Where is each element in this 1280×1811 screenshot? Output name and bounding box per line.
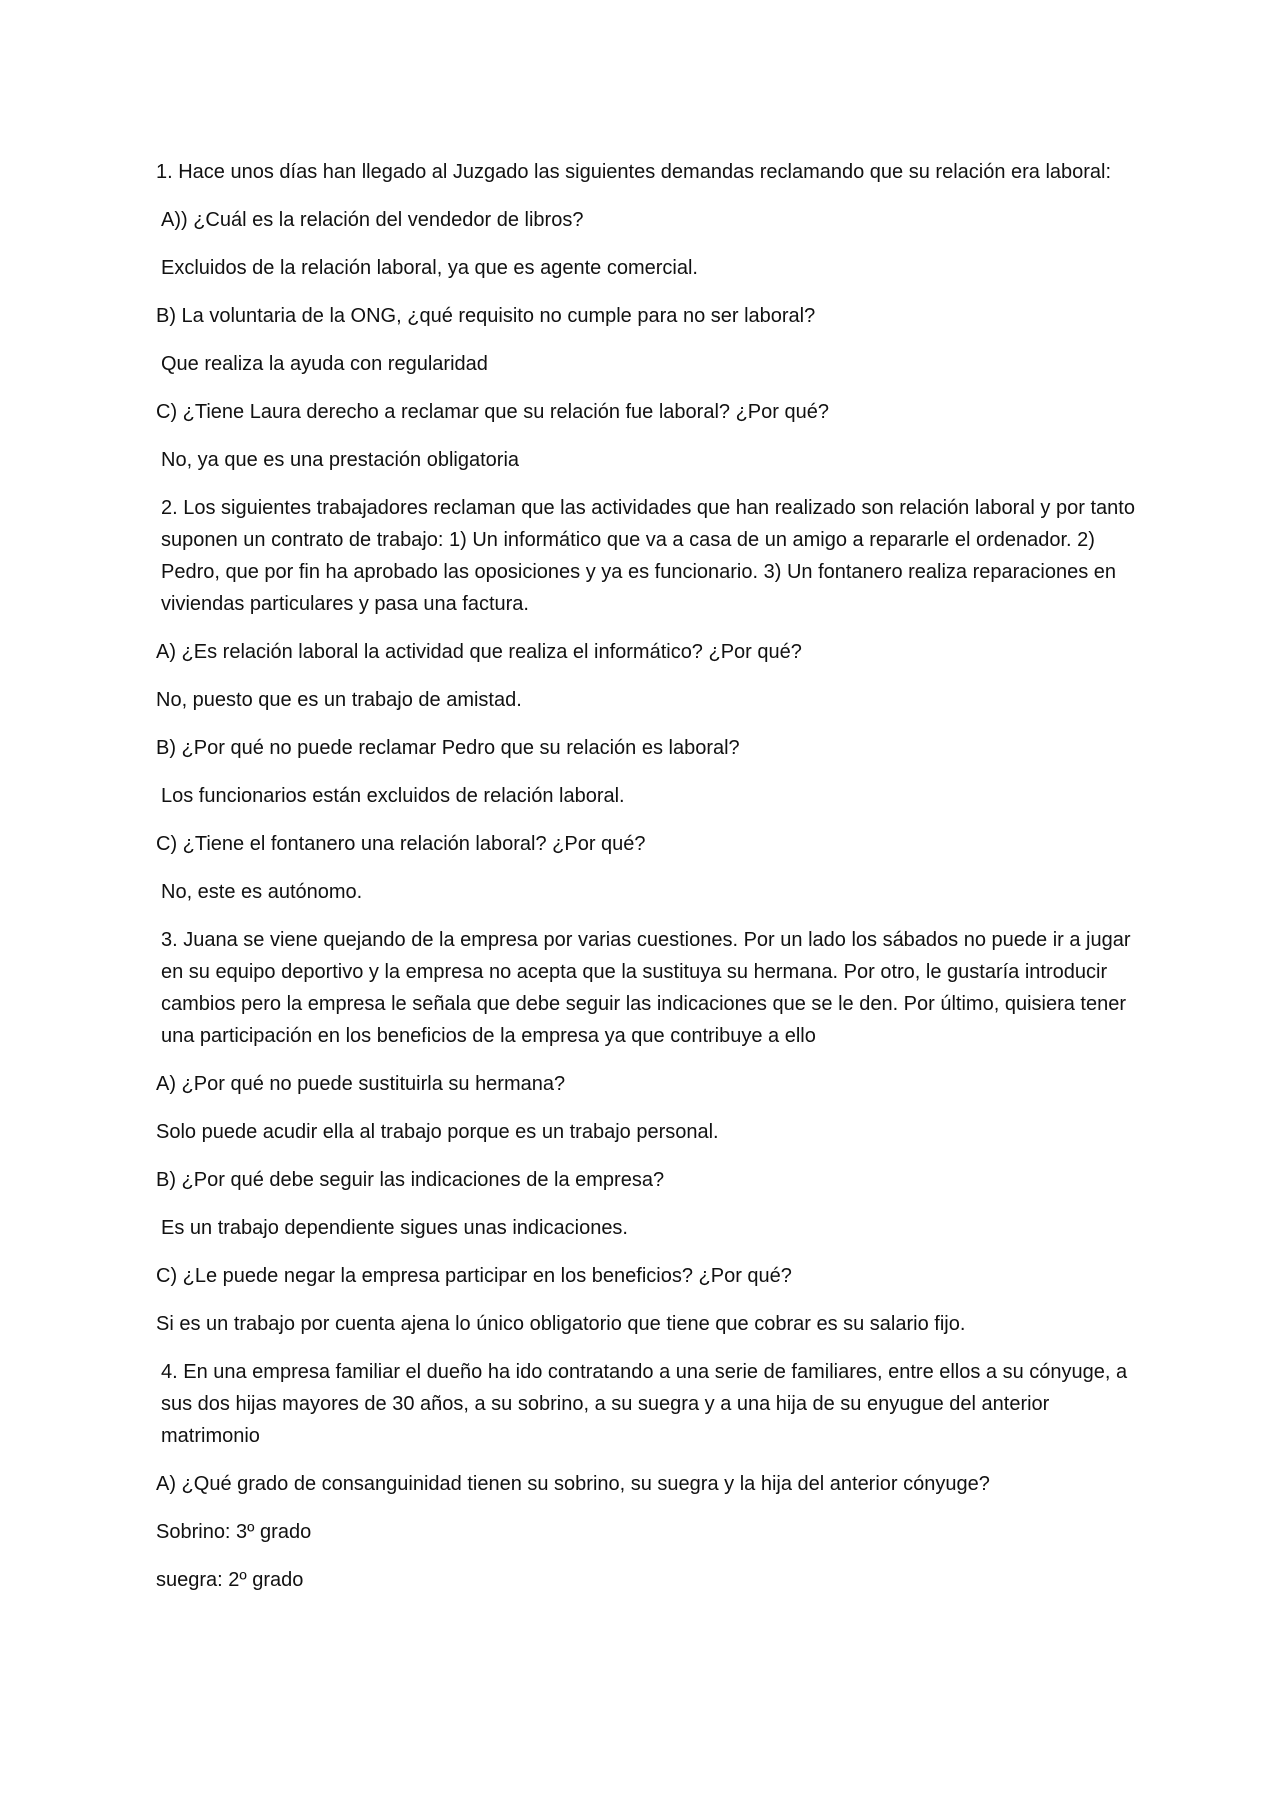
answer-1c: No, ya que es una prestación obligatoria: [161, 449, 520, 471]
question-4-intro: 4. En una empresa familiar el dueño ha ido contratando a una serie de familiares, entre ellos a su cónyuge, a sus dos hijas mayores de 30 años, a su sobrino, a su suegra y a una hija de su enyugue del anterior matrimonio: [161, 1361, 1128, 1447]
answer-4a-sobrino: Sobrino: 3º grado: [156, 1521, 312, 1543]
question-3b: B) ¿Por qué debe seguir las indicaciones de la empresa?: [156, 1169, 665, 1191]
question-1c: C) ¿Tiene Laura derecho a reclamar que su relación fue laboral? ¿Por qué?: [156, 401, 829, 423]
question-3a: A) ¿Por qué no puede sustituirla su hermana?: [156, 1073, 566, 1095]
answer-2a: No, puesto que es un trabajo de amistad.: [156, 689, 522, 711]
answer-2c: No, este es autónomo.: [161, 881, 363, 903]
question-2b: B) ¿Por qué no puede reclamar Pedro que su relación es laboral?: [156, 737, 740, 759]
question-1b: B) La voluntaria de la ONG, ¿qué requisito no cumple para no ser laboral?: [156, 305, 816, 327]
question-2c: C) ¿Tiene el fontanero una relación laboral? ¿Por qué?: [156, 833, 646, 855]
question-3-intro: 3. Juana se viene quejando de la empresa por varias cuestiones. Por un lado los sábados no puede ir a jugar en su equipo deportivo y la empresa no acepta que la sustituya su hermana. Por otro, le gustaría introducir cambios pero la empresa le señala que debe seguir las indicaciones que se le den. Por último, quisiera tener una participación en los beneficios de la empresa ya que contribuye a ello: [161, 929, 1131, 1047]
answer-3a: Solo puede acudir ella al trabajo porque es un trabajo personal.: [156, 1121, 719, 1143]
answer-4a-suegra: suegra: 2º grado: [156, 1569, 304, 1591]
question-1-intro: 1. Hace unos días han llegado al Juzgado las siguientes demandas reclamando que su relación era laboral:: [156, 161, 1112, 183]
question-2a: A) ¿Es relación laboral la actividad que realiza el informático? ¿Por qué?: [156, 641, 802, 663]
document-page: [156, 156, 1136, 1612]
question-4a: A) ¿Qué grado de consanguinidad tienen su sobrino, su suegra y la hija del anterior cónyuge?: [156, 1473, 990, 1495]
answer-3c: Si es un trabajo por cuenta ajena lo único obligatorio que tiene que cobrar es su salario fijo.: [156, 1313, 966, 1335]
answer-1b: Que realiza la ayuda con regularidad: [161, 353, 488, 375]
answer-3b: Es un trabajo dependiente sigues unas indicaciones.: [161, 1217, 628, 1239]
answer-1a: Excluidos de la relación laboral, ya que es agente comercial.: [161, 257, 698, 279]
question-3c: C) ¿Le puede negar la empresa participar en los beneficios? ¿Por qué?: [156, 1265, 792, 1287]
answer-2b: Los funcionarios están excluidos de relación laboral.: [161, 785, 625, 807]
question-2-intro: 2. Los siguientes trabajadores reclaman que las actividades que han realizado son relación laboral y por tanto suponen un contrato de trabajo: 1) Un informático que va a casa de un amigo a repararle el ordenador. 2) Pedro, que por fin ha aprobado las oposiciones y ya es funcionario. 3) Un fontanero realiza reparaciones en viviendas particulares y pasa una factura.: [161, 497, 1135, 615]
question-1a: A)) ¿Cuál es la relación del vendedor de libros?: [161, 209, 584, 231]
